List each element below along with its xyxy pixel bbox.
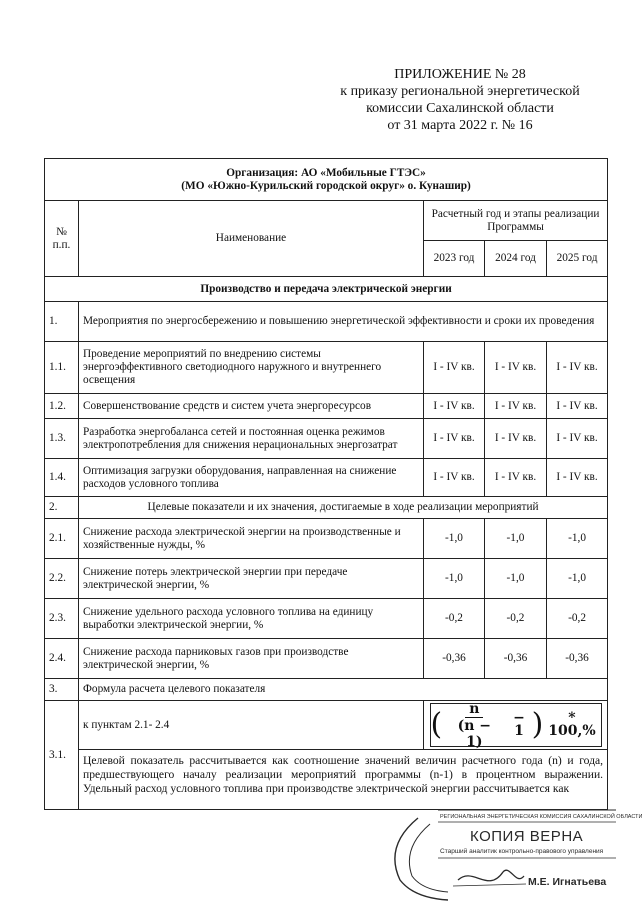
column-header-year-2023: 2023 год (424, 241, 485, 277)
row-number: 2.4. (45, 639, 79, 679)
organization-header (45, 159, 608, 201)
appendix-date-line: от 31 марта 2022 г. № 16 (387, 118, 533, 133)
row-name: к пунктам 2.1- 2.4 (79, 701, 424, 750)
row-number: 1. (45, 302, 79, 342)
row-value-2024: -0,2 (485, 599, 547, 639)
formula-numerator: n (465, 701, 483, 718)
table-row (45, 342, 608, 394)
appendix-title: ПРИЛОЖЕНИЕ № 28 (394, 67, 526, 82)
row-name: Разработка энергобаланса сетей и постоянная оценка режимов электропотребления для снижения нерациональных энергозатрат (79, 419, 424, 459)
row-value-2024: -1,0 (485, 559, 547, 599)
formula-minus-one: − 1 (513, 710, 525, 739)
row-value-2023: -1,0 (424, 519, 485, 559)
stamp-position: Старший аналитик контрольно-правового управления (440, 848, 604, 855)
column-header-year-2025: 2025 год (547, 241, 608, 277)
column-header-name: Наименование (79, 201, 424, 277)
table-row (45, 559, 608, 599)
row-name: Снижение расхода электрической энергии на производственные и хозяйственные нужды, % (79, 519, 424, 559)
table-row (45, 701, 608, 750)
stamp-title: КОПИЯ ВЕРНА (470, 828, 584, 845)
row-value-2023: -1,0 (424, 559, 485, 599)
row-name: Снижение потерь электрической энергии при передаче электрической энергии, % (79, 559, 424, 599)
row-number: 1.2. (45, 394, 79, 419)
row-number: 2.2. (45, 559, 79, 599)
appendix-order-line: к приказу региональной энергетической (340, 84, 580, 99)
row-number: 3. (45, 679, 79, 701)
column-header-year-2024: 2024 год (485, 241, 547, 277)
formula (430, 700, 602, 750)
row-value-2025: -0,2 (547, 599, 608, 639)
row-number: 1.3. (45, 419, 79, 459)
table-row (45, 519, 608, 559)
appendix-commission-line: комиссии Сахалинской области (366, 101, 554, 116)
row-number: 2.1. (45, 519, 79, 559)
organization-name: Организация: АО «Мобильные ГТЭС» (226, 166, 426, 179)
formula-paren-open: ( (430, 707, 443, 742)
formula-note: Целевой показатель рассчитывается как соотношение значений величин расчетного года (n) и года, предшествующего началу реализации мероприятий программы (n-1) в процентном выражении. Удельный расход условного топлива при производстве электрической энергии рассчитывается как (79, 750, 608, 810)
column-header-num: № п.п. (45, 201, 79, 277)
table-row (45, 497, 608, 519)
row-name: Мероприятия по энергосбережению и повышению энергетической эффективности и сроки их проведения (79, 302, 608, 342)
stamp-organization: РЕГИОНАЛЬНАЯ ЭНЕРГЕТИЧЕСКАЯ КОМИССИЯ САХАЛИНСКОЙ ОБЛАСТИ (440, 814, 642, 820)
row-name: Проведение мероприятий по внедрению системы энергоэффективного светодиодного наружного и внутреннего освещения (79, 342, 424, 394)
row-name: Формула расчета целевого показателя (79, 679, 608, 701)
organization-location: (МО «Южно-Курильский городской округ» о. Кунашир) (181, 179, 471, 192)
row-name: Снижение удельного расхода условного топлива на единицу выработки электрической энергии, % (79, 599, 424, 639)
row-value-2023: I - IV кв. (424, 419, 485, 459)
row-value-2023: I - IV кв. (424, 342, 485, 394)
formula-multiplier: * 100,% (548, 710, 596, 739)
formula-cell (424, 701, 608, 750)
table-row (45, 459, 608, 497)
row-value-2025: I - IV кв. (547, 419, 608, 459)
row-value-2024: I - IV кв. (485, 394, 547, 419)
row-number: 1.4. (45, 459, 79, 497)
row-value-2025: -1,0 (547, 559, 608, 599)
formula-paren-close: ) (531, 707, 544, 742)
row-number: 2.3. (45, 599, 79, 639)
table-row (45, 639, 608, 679)
row-value-2025: I - IV кв. (547, 342, 608, 394)
column-header-period: Расчетный год и этапы реализации Программы (424, 201, 608, 241)
row-value-2024: -0,36 (485, 639, 547, 679)
row-number: 2. (45, 497, 79, 519)
program-table (44, 158, 608, 810)
row-name: Целевые показатели и их значения, достигаемые в ходе реализации мероприятий (79, 497, 608, 519)
row-name: Снижение расхода парниковых газов при производстве электрической энергии, % (79, 639, 424, 679)
row-value-2023: -0,2 (424, 599, 485, 639)
row-value-2025: -1,0 (547, 519, 608, 559)
appendix-header (300, 66, 620, 134)
row-value-2024: I - IV кв. (485, 459, 547, 497)
table-row (45, 679, 608, 701)
stamp-signer-name: М.Е. Игнатьева (528, 876, 607, 888)
row-number: 1.1. (45, 342, 79, 394)
table-row (45, 419, 608, 459)
table-row (45, 302, 608, 342)
row-value-2023: I - IV кв. (424, 459, 485, 497)
formula-denominator: (n − 1) (457, 717, 491, 750)
row-name: Оптимизация загрузки оборудования, направленная на снижение расходов условного топлива (79, 459, 424, 497)
row-number: 3.1. (45, 701, 79, 810)
table-row (45, 750, 608, 810)
row-value-2023: I - IV кв. (424, 394, 485, 419)
row-value-2024: I - IV кв. (485, 419, 547, 459)
table-row (45, 599, 608, 639)
row-value-2023: -0,36 (424, 639, 485, 679)
row-value-2024: I - IV кв. (485, 342, 547, 394)
row-value-2025: I - IV кв. (547, 459, 608, 497)
certification-stamp (378, 806, 642, 902)
section-title: Производство и передача электрической энергии (45, 277, 608, 302)
signature-icon (458, 870, 524, 881)
row-name: Совершенствование средств и систем учета энергоресурсов (79, 394, 424, 419)
row-value-2025: -0,36 (547, 639, 608, 679)
row-value-2025: I - IV кв. (547, 394, 608, 419)
formula-fraction (444, 701, 504, 750)
row-value-2024: -1,0 (485, 519, 547, 559)
table-row (45, 394, 608, 419)
